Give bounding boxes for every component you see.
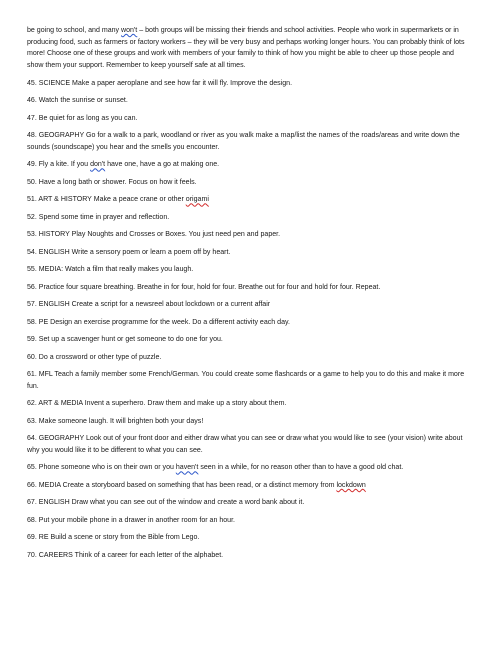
list-item [27,334,467,346]
list-item [27,416,467,428]
list-item [27,159,467,171]
list-item [27,352,467,364]
list-item-text: 46. Watch the sunrise or sunset. [27,97,128,105]
list-item [27,369,467,392]
list-item [27,299,467,311]
list-item-text: 56. Practice four square breathing. Breathe in for four, hold for four. Breathe out for four and hold for four. Repeat. [27,283,381,291]
list-item-text: 55. MEDIA: Watch a film that really makes you laugh. [27,266,194,274]
list-item-text: 59. Set up a scavenger hunt or get someone to do one for you. [27,336,223,344]
list-item [27,130,467,153]
list-item [27,264,467,276]
list-item-text: 62. ART & MEDIA Invent a superhero. Draw them and make up a story about them. [27,400,287,408]
list-item [27,95,467,107]
list-item [27,229,467,241]
list-item [27,398,467,410]
list-item-text: 48. GEOGRAPHY Go for a walk to a park, woodland or river as you walk make a map/list the names of the roads/areas and write down the sounds (soundscape) you hear and the smells you encounter. [27,132,460,151]
list-item [27,462,467,474]
list-item [27,497,467,509]
grammar-flagged-word: haven't [175,464,199,472]
list-item [27,282,467,294]
spelling-flagged-word: origami [185,196,209,204]
list-item-text: 57. ENGLISH Create a script for a newsreel about lockdown or a current affair [27,301,271,309]
grammar-flagged-word: don't [90,161,106,169]
list-item-text: 63. Make someone laugh. It will brighten both your days! [27,417,204,425]
list-item-text: 70. CAREERS Think of a career for each letter of the alphabet. [27,551,224,559]
list-item-text: 45. SCIENCE Make a paper aeroplane and see how far it will fly. Improve the design. [27,79,293,87]
list-item-text: 68. Put your mobile phone in a drawer in another room for an hour. [27,516,236,524]
list-item-text: 49. Fly a kite. If you [27,161,91,169]
list-item-text: 54. ENGLISH Write a sensory poem or learn a poem off by heart. [27,248,231,256]
list-item [27,194,467,206]
list-item-text: have one, have a go at making one. [105,161,220,169]
list-item-text: 61. MFL Teach a family member some French/German. You could create some flashcards or a game to help you to do this and make it more fun. [27,371,465,390]
list-item [27,177,467,189]
list-item [27,317,467,329]
list-item [27,515,467,527]
intro-text-end: – both groups will be missing their friends and school activities. People who work in supermarkets or in producing food, such as farmers or factory workers – they will be very busy and perhaps working longer hours. You can probably think of lots more! Choose one of these groups and work with members of your family to think of how you might be able to cheer up those people and show them your support. Remember to keep yourself safe at all times. [27,27,465,69]
list-item-text: 69. RE Build a scene or story from the Bible from Lego. [27,534,200,542]
list-item [27,212,467,224]
list-item [27,550,467,562]
list-item-text: 47. Be quiet for as long as you can. [27,114,138,122]
intro-text-start: be going to school, and many [27,27,122,34]
list-item [27,433,467,456]
list-item-text: 65. Phone someone who is on their own or you [27,464,176,472]
list-item-text: 64. GEOGRAPHY Look out of your front door and either draw what you can see or draw what you would like to see (your vision) write about why you would like it to be different to what you can see. [27,435,463,454]
list-item-text: 52. Spend some time in prayer and reflection. [27,213,170,221]
list-item [27,532,467,544]
list-item [27,480,467,492]
grammar-flagged-word: won't [121,27,138,34]
list-item-text: 58. PE Design an exercise programme for the week. Do a different activity each day. [27,318,290,326]
list-item-text: 67. ENGLISH Draw what you can see out of the window and create a word bank about it. [27,499,305,507]
list-item [27,247,467,259]
list-item-text: 50. Have a long bath or shower. Focus on how it feels. [27,178,197,186]
list-item [27,113,467,125]
list-item-text: 60. Do a crossword or other type of puzzle. [27,353,162,361]
list-item [27,78,467,90]
document-page [27,25,467,567]
list-item-text: seen in a while, for no reason other than to have a good old chat. [198,464,404,472]
spelling-flagged-word: lockdown [336,481,366,489]
list-item-text: 51. ART & HISTORY Make a peace crane or other [27,196,186,204]
intro-paragraph [27,25,467,71]
list-item-text: 66. MEDIA Create a storyboard based on something that has been read, or a distinct memory from [27,481,337,489]
list-item-text: 53. HISTORY Play Noughts and Crosses or Boxes. You just need pen and paper. [27,231,281,239]
